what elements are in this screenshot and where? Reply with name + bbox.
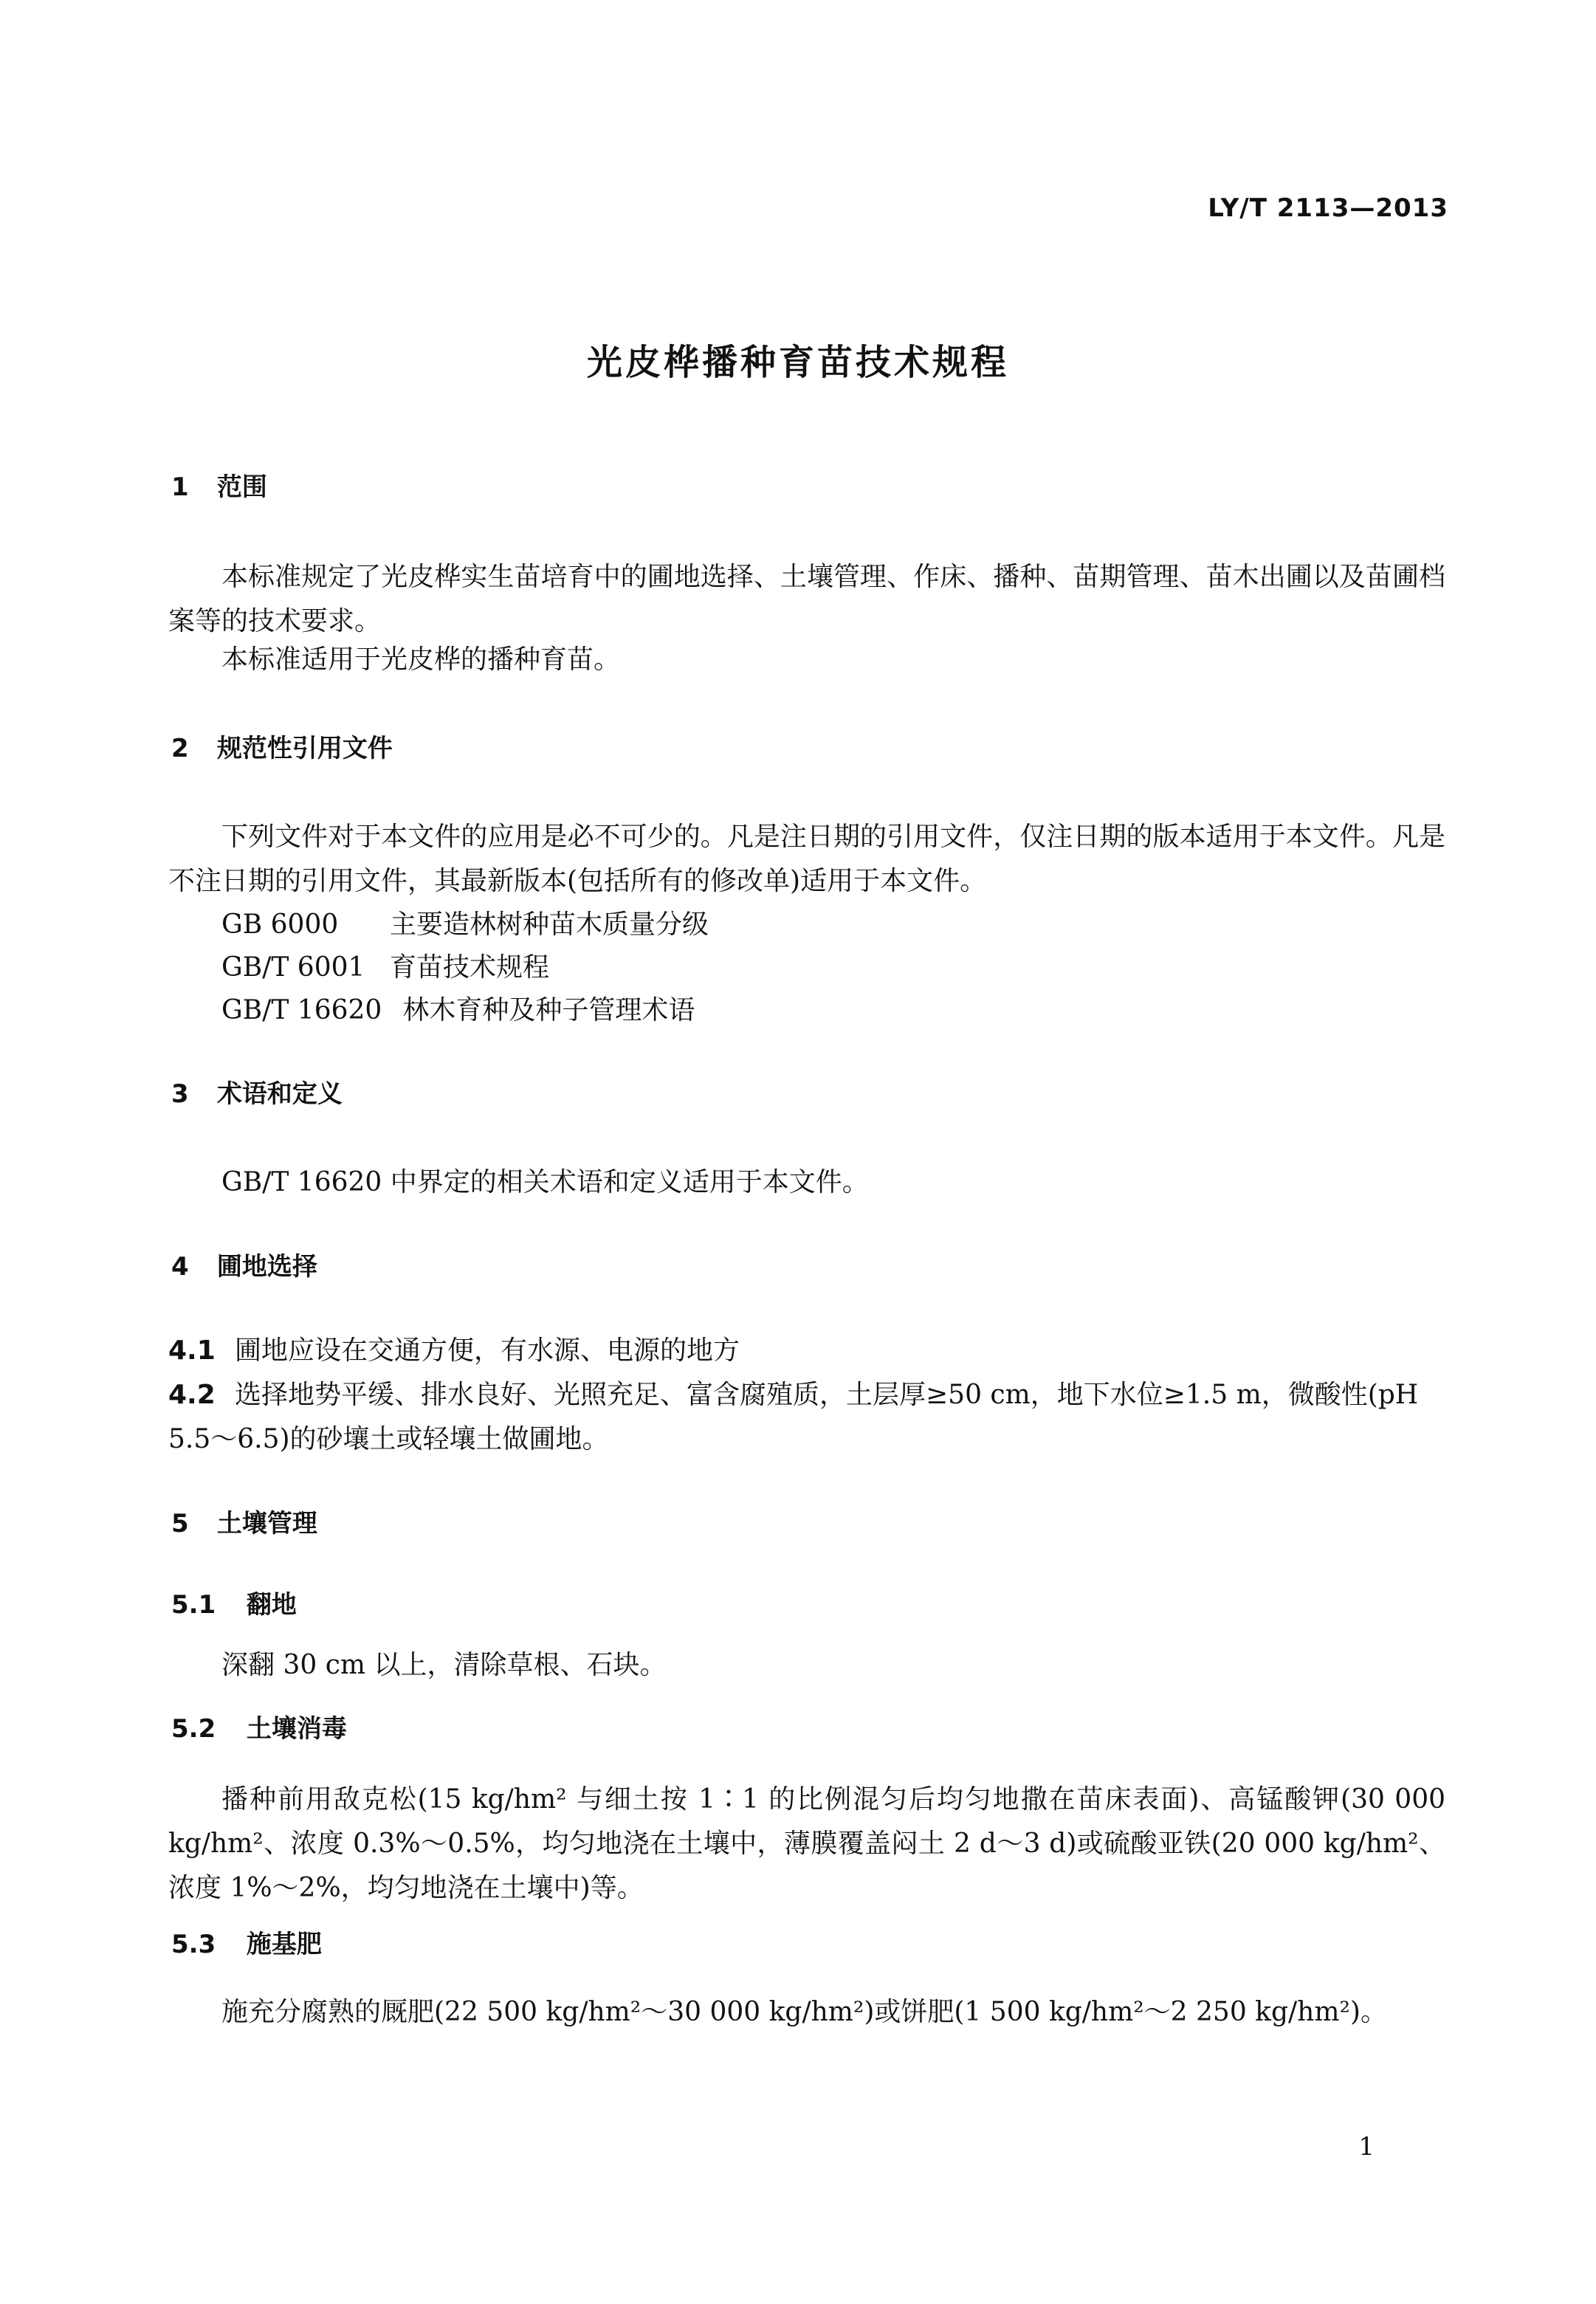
subsection-title: 翻地 xyxy=(246,1590,297,1620)
section-title: 圃地选择 xyxy=(216,1252,317,1282)
section-2-paragraph-1: 下列文件对于本文件的应用是必不可少的。凡是注日期的引用文件，仅注日期的版本适用于本文件。凡是不注日期的引用文件，其最新版本(包括所有的修改单)适用于本文件。 xyxy=(168,822,1445,896)
reference-name: 育苗技术规程 xyxy=(390,952,550,983)
section-title: 范围 xyxy=(216,472,267,502)
page-number: 1 xyxy=(1358,2132,1375,2162)
section-1-paragraph-1: 本标准规定了光皮桦实生苗培育中的圃地选择、土壤管理、作床、播种、苗期管理、苗木出圃以及苗圃档案等的技术要求。 xyxy=(168,562,1445,636)
reference-code: GB/T 6001 xyxy=(221,952,365,983)
section-number: 3 xyxy=(171,1079,189,1109)
clause-4-1 xyxy=(168,1329,1445,1373)
subsection-title: 施基肥 xyxy=(246,1930,322,1959)
standard-code: LY/T 2113—2013 xyxy=(1208,193,1448,223)
subsection-5-2-heading xyxy=(171,1708,347,1744)
section-number: 4 xyxy=(171,1252,189,1282)
clause-number: 4.2 xyxy=(168,1380,216,1410)
reference-name: 主要造林树种苗木质量分级 xyxy=(390,909,709,940)
document-title: 光皮桦播种育苗技术规程 xyxy=(586,342,1009,383)
reference-code: GB 6000 xyxy=(221,909,339,940)
section-1-heading xyxy=(171,467,267,503)
section-5-heading xyxy=(171,1503,317,1539)
clause-number: 4.1 xyxy=(168,1335,216,1366)
subsection-title: 土壤消毒 xyxy=(246,1714,347,1744)
section-4-heading xyxy=(171,1246,317,1282)
subsection-5-3-heading xyxy=(171,1924,322,1960)
section-title: 土壤管理 xyxy=(216,1509,317,1538)
reference-name: 林木育种及种子管理术语 xyxy=(402,995,695,1025)
section-2-heading xyxy=(171,728,393,764)
section-1-paragraph-2: 本标准适用于光皮桦的播种育苗。 xyxy=(221,644,621,675)
subsection-5-1-paragraph: 深翻 30 cm 以上，清除草根、石块。 xyxy=(221,1650,667,1680)
section-3-paragraph-1: GB/T 16620 中界定的相关术语和定义适用于本文件。 xyxy=(221,1167,869,1197)
subsection-number: 5.3 xyxy=(171,1930,216,1959)
subsection-5-1-heading xyxy=(171,1584,297,1620)
reference-item xyxy=(221,989,695,1027)
subsection-5-2-paragraph: 播种前用敌克松(15 kg/hm² 与细土按 1∶1 的比例混匀后均匀地撒在苗床表面)、高锰酸钾(30 000 kg/hm²、浓度 0.3%～0.5%，均匀地浇在土壤中，薄膜覆盖闷土 2 d～3 d)或硫酸亚铁(20 000 kg/hm²、浓度 1%～2%，均匀地浇在土壤中)等。 xyxy=(168,1784,1445,1903)
section-number: 2 xyxy=(171,734,189,763)
reference-item xyxy=(221,946,549,984)
clause-text: 圃地应设在交通方便，有水源、电源的地方 xyxy=(235,1335,740,1366)
reference-code: GB/T 16620 xyxy=(221,995,382,1025)
subsection-5-3-paragraph: 施充分腐熟的厩肥(22 500 kg/hm²～30 000 kg/hm²)或饼肥(1 500 kg/hm²～2 250 kg/hm²)。 xyxy=(221,1997,1387,2027)
section-3-heading xyxy=(171,1073,343,1110)
section-title: 术语和定义 xyxy=(216,1079,343,1109)
section-number: 1 xyxy=(171,472,189,502)
clause-text: 选择地势平缓、排水良好、光照充足、富含腐殖质，土层厚≥50 cm，地下水位≥1.5 m，微酸性(pH 5.5～6.5)的砂壤土或轻壤土做圃地。 xyxy=(168,1380,1419,1454)
clause-4-2 xyxy=(168,1373,1445,1462)
section-title: 规范性引用文件 xyxy=(216,734,393,763)
subsection-number: 5.1 xyxy=(171,1590,216,1620)
section-number: 5 xyxy=(171,1509,189,1538)
subsection-number: 5.2 xyxy=(171,1714,216,1744)
reference-item xyxy=(221,904,709,941)
